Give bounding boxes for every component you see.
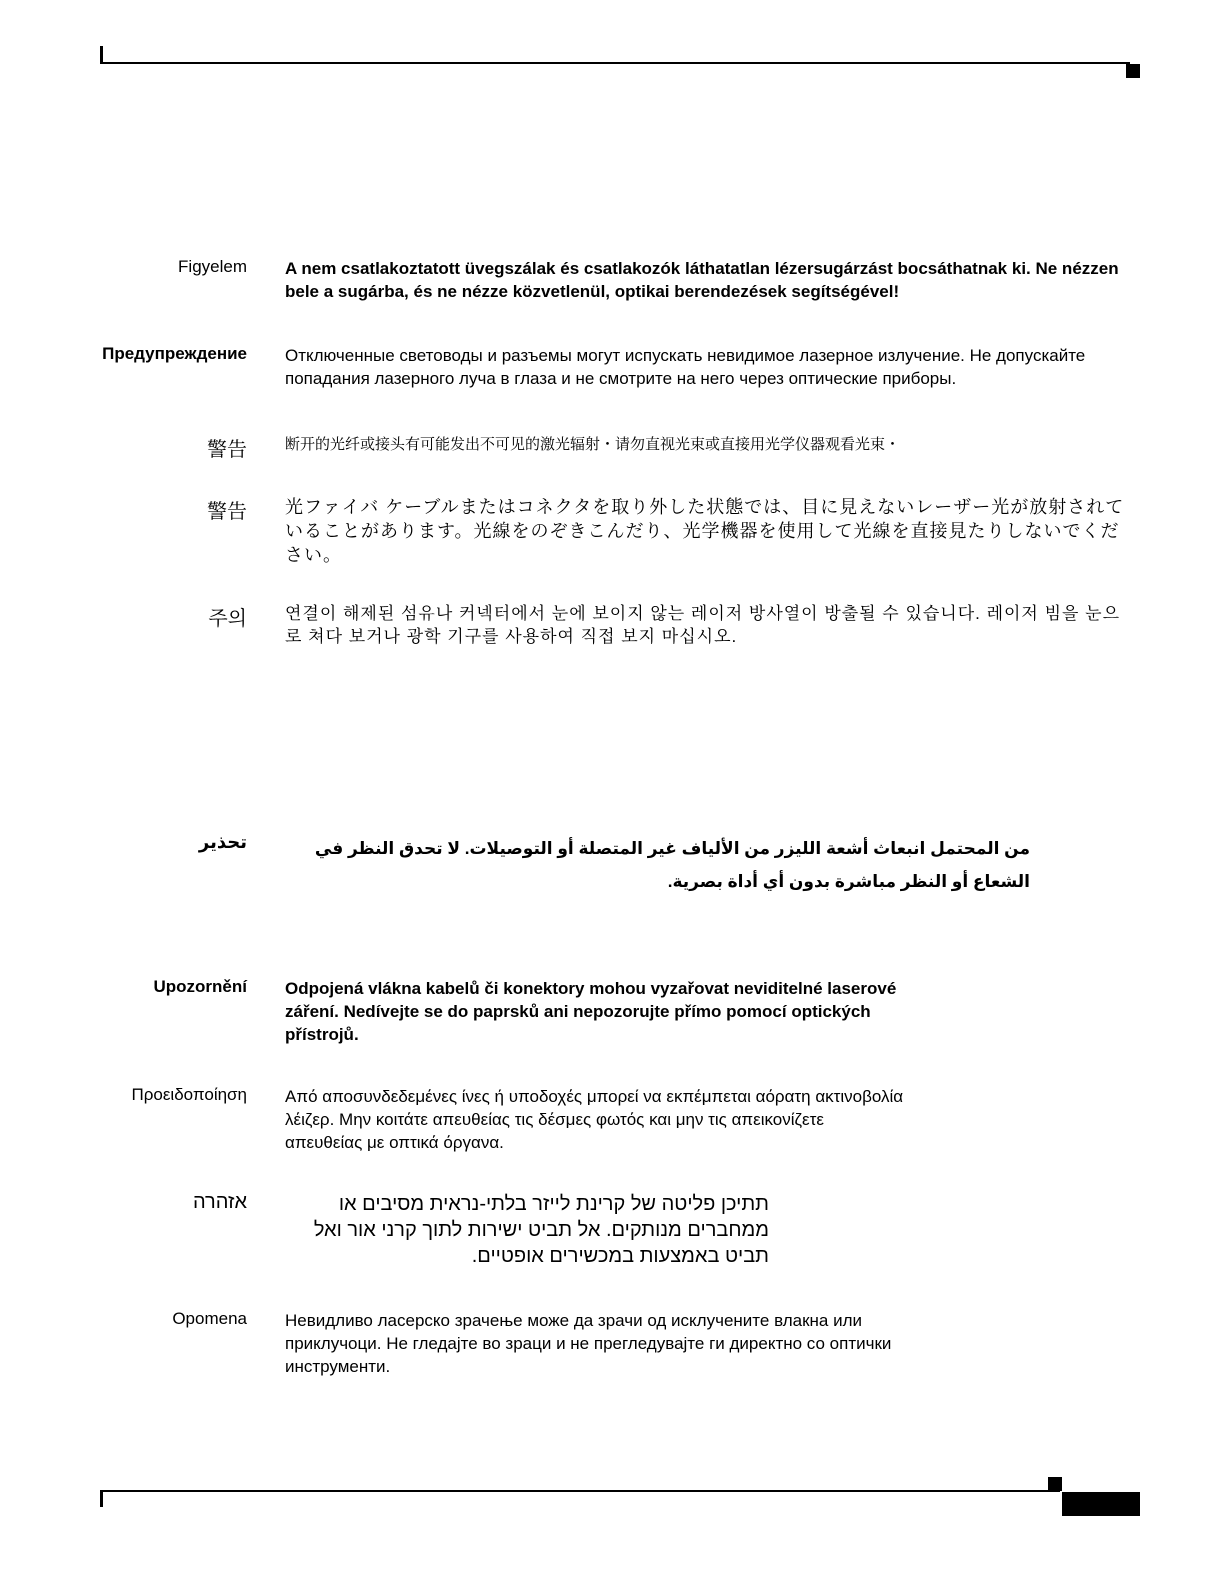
header-corner-mark bbox=[1126, 64, 1140, 78]
warning-label: Upozornění bbox=[153, 977, 247, 996]
warning-label: Προειδοποίηση bbox=[131, 1085, 247, 1104]
warning-label: Предупреждение bbox=[102, 344, 247, 363]
warning-text: من المحتمل انبعاث أشعة الليزر من الألياف غير المتصلة أو التوصيلات. لا تحدق النظر في الشعاع أو النظر مباشرة بدون أي أداة بصرية. bbox=[314, 839, 1030, 891]
warning-label: تحذير bbox=[198, 832, 247, 852]
warning-text: Από αποσυνδεδεμένες ίνες ή υποδοχές μπορεί να εκπέμπεται αόρατη ακτινοβολία λέιζερ. Μην κοιτάτε απευθείας τις δέσμες φωτός και μην τις απεικονίζετε απευθείας με οπτικά όργανα. bbox=[285, 1087, 904, 1152]
warning-text: Невидливо ласерско зрачење може да зрачи од исклучените влакна или приклучоци. Не гледајте во зраци и не прегледувајте ги директно со оптички инструменти. bbox=[285, 1311, 892, 1376]
warning-text: 断开的光纤或接头有可能发出不可见的激光辐射・请勿直视光束或直接用光学仪器观看光束・ bbox=[285, 436, 901, 453]
warning-label: אזהרה bbox=[192, 1191, 247, 1213]
footer-rule bbox=[100, 1490, 1060, 1492]
warning-text: Odpojená vlákna kabelů či konektory mohou vyzařovat neviditelné laserové záření. Nedívejte se do paprsků ani nepozorujte přímo pomocí optických přístrojů. bbox=[285, 979, 897, 1044]
warning-text: תתיכן פליטה של קרינת לייזר בלתי-נראית מסיבים או ממחברים מנותקים. אל תביט ישירות לתוך קרני אור ואל תביט באמצעות במכשירים אופטיים. bbox=[313, 1193, 769, 1267]
page-number-tab bbox=[1062, 1492, 1140, 1516]
warning-label: Opomena bbox=[172, 1309, 247, 1328]
warning-label: 주의 bbox=[208, 608, 247, 630]
warning-text: A nem csatlakoztatott üvegszálak és csatlakozók láthatatlan lézersugárzást bocsáthatnak ki. Ne nézzen bele a sugárba, és ne nézze közvetlenül, optikai berendezések segítségével! bbox=[285, 259, 1119, 301]
warning-label: 警告 bbox=[207, 439, 247, 461]
warning-label: 警告 bbox=[207, 501, 247, 523]
warning-text: 연결이 해제된 섬유나 커넥터에서 눈에 보이지 않는 레이저 방사열이 방출될 수 있습니다. 레이저 빔을 눈으로 쳐다 보거나 광학 기구를 사용하여 직접 보지 마십시오. bbox=[285, 604, 1120, 646]
footer-corner-mark bbox=[1048, 1477, 1062, 1491]
footer-tick-mark bbox=[100, 1491, 103, 1507]
header-rule bbox=[100, 62, 1130, 64]
warning-text: Отключенные световоды и разъемы могут испускать невидимое лазерное излучение. Не допускайте попадания лазерного луча в глаза и не смотрите на него через оптические приборы. bbox=[285, 346, 1086, 388]
warning-label: Figyelem bbox=[178, 257, 247, 276]
warning-text: 光ファイバ ケーブルまたはコネクタを取り外した状態では、目に見えないレーザー光が放射されていることがあります。光線をのぞきこんだり、光学機器を使用して光線を直接見たりしないでください。 bbox=[285, 497, 1125, 565]
